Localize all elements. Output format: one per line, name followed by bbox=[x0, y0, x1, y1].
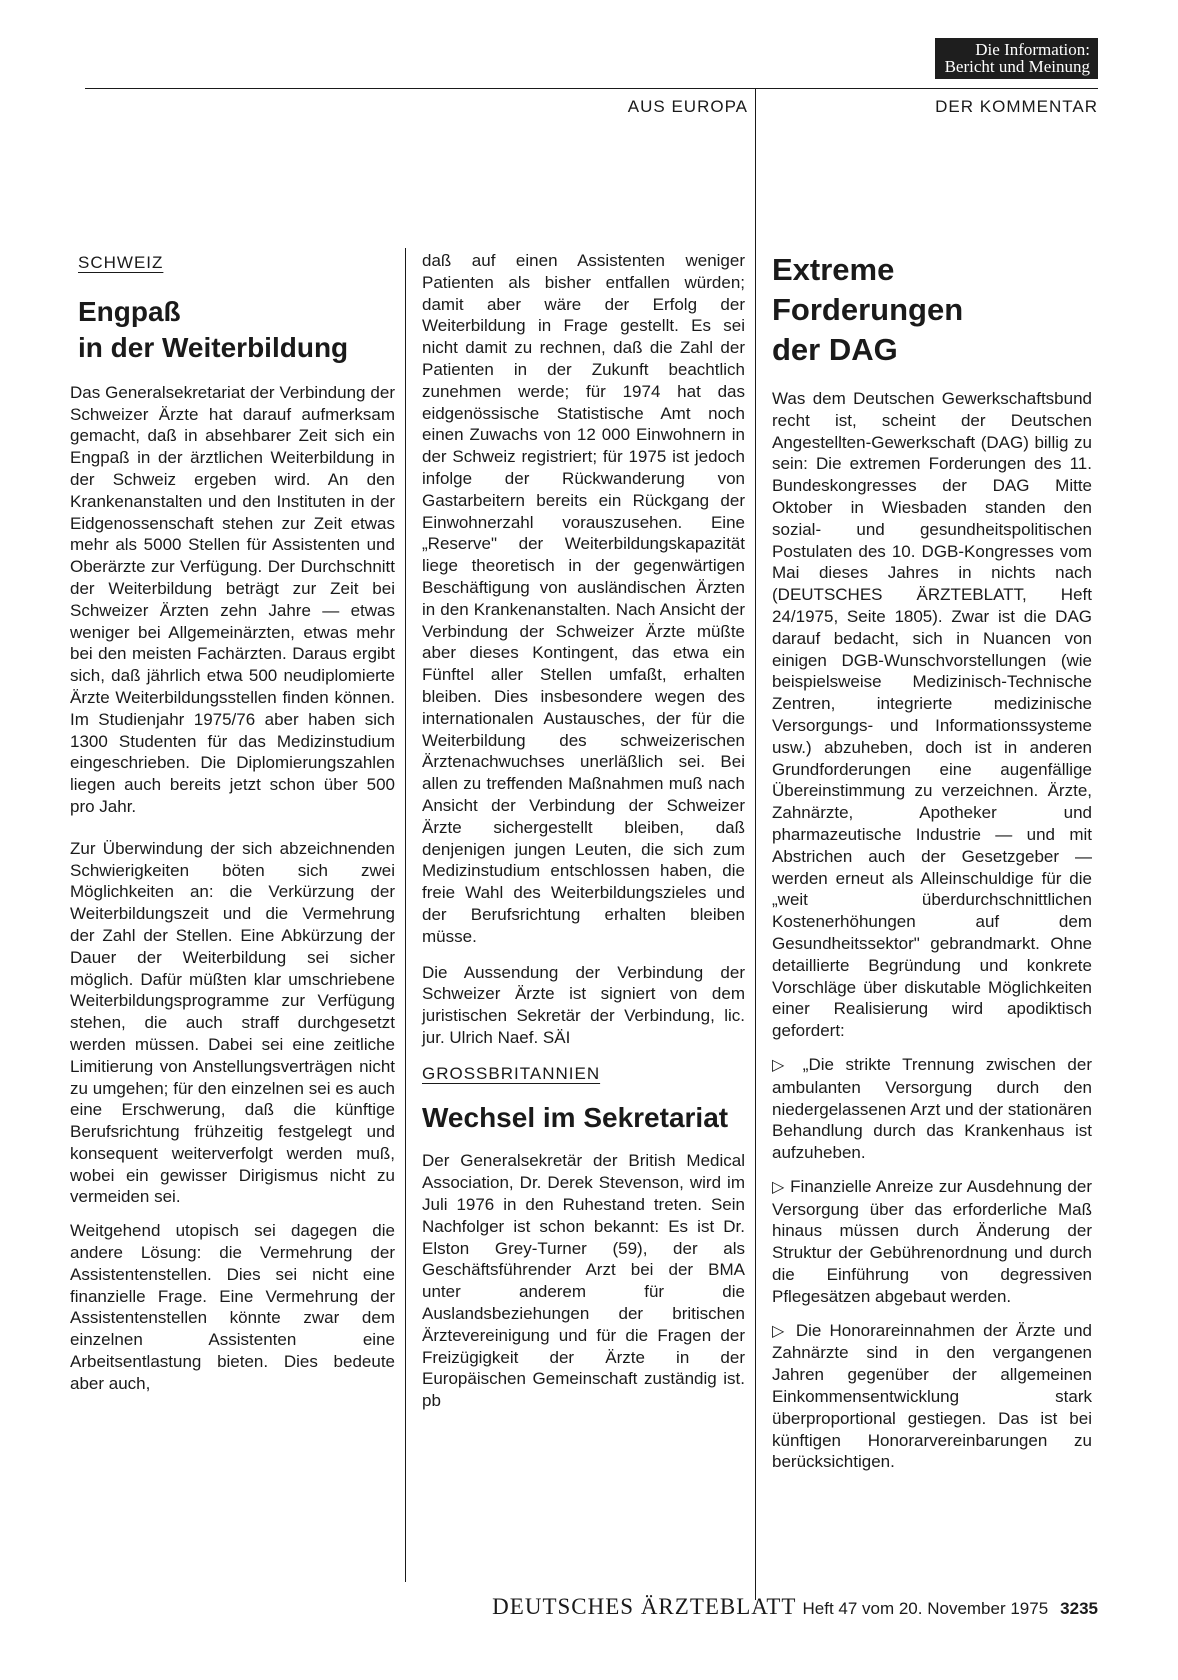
headline-line: Engpaß bbox=[78, 295, 181, 327]
body-paragraph: Der Generalsekretär der British Medical Association, Dr. Derek Stevenson, wird im Juli 1976 in den Ruhestand treten. Sein Nachfolger ist schon bekannt: Es ist Dr. Elston Grey-Turner (59), der als Geschäftsführender Arzt bei der BMA unter anderem für die Auslandsbeziehungen der britischen Ärztevereinigung und für die Fragen der Freizügigkeit der Ärzte in der Europäischen Gemeinschaft zuständig ist. pb bbox=[422, 1151, 745, 1411]
badge-line-2: Bericht und Meinung bbox=[944, 57, 1090, 76]
header-rule bbox=[85, 88, 1098, 89]
commentary-headline bbox=[772, 250, 1092, 370]
journal-name: DEUTSCHES ÄRZTEBLATT bbox=[492, 1594, 797, 1619]
article-kicker-schweiz: SCHWEIZ bbox=[78, 253, 164, 272]
column-middle bbox=[422, 250, 745, 1424]
article-headline-grossbritannien: Wechsel im Sekretariat bbox=[422, 1102, 729, 1134]
bullet-text: Die Honorareinnahmen der Ärzte und Zahnärzte sind in den vergangenen Jahren gegenüber der allgemeinen Einkommensentwicklung stark überproportional gestiegen. Das ist bei künftigen Honorarvereinbarungen zu berücksichtigen. bbox=[772, 1320, 1092, 1472]
body-paragraph: Was dem Deutschen Gewerkschaftsbund recht ist, scheint der Deutschen Angestellten-Gewerkschaft (DAG) billig zu sein: Die extremen Forderungen des 11. Bundeskongresses der DAG Mitte Oktober in Wiesbaden standen den sozial- und gesundheitspolitischen Postulaten des 10. DGB-Kongresses vom Mai dieses Jahres in nichts nach (DEUTSCHES ÄRZTEBLATT, Heft 24/1975, Seite 1805). Zwar ist die DAG darauf bedacht, sich in Nuancen von einigen DGB-Wunschvorstellungen (wie beispielsweise Medizinisch-Technische Zentren, integrierte medizinische Versorgungs- und Informationssysteme usw.) abzuheben, doch ist in anderen Grundforderungen eine augenfällige Übereinstimmung zu verzeichnen. Ärzte, Zahnärzte, Apotheker und pharmazeutische Industrie — und mit Abstrichen auch der Gesetzgeber — werden erneut als Alleinschuldige für die „weit überdurchschnittlichen Kostenerhöhungen auf dem Gesundheitssektor" gebrandmarkt. Ohne detaillierte Begründung und konkrete Vorschläge über diskutable Möglichkeiten einer Realisierung wird apodiktisch gefordert: bbox=[772, 389, 1092, 1041]
body-paragraph: Zur Überwindung der sich abzeichnenden Schwierigkeiten böten sich zwei Möglichkeiten an: die Verkürzung der Weiterbildungszeit und die Vermehrung der Zahl der Stellen. Eine Abkürzung der Dauer der Weiterbildung sei sicher möglich. Dafür müßten klar umschriebene Weiterbildungsprogramme zur Verfügung stehen, die auch straff durchgesetzt werden müssen. Dabei sei eine zeitliche Limitierung von Anstellungsverträgen nicht zu umgehen; für den einzelnen sei es auch eine Erschwerung, daß die künftige Berufsrichtung frühzeitig festgelegt und konsequent weiterverfolgt werden muß, wobei ein gewisser Dirigismus nicht zu vermeiden sei. bbox=[70, 838, 395, 1207]
department-badge bbox=[935, 38, 1098, 79]
article-kicker-grossbritannien: GROSSBRITANNIEN bbox=[422, 1063, 601, 1083]
bullet-paragraph bbox=[772, 1320, 1092, 1474]
body-paragraph: Die Aussendung der Verbindung der Schweizer Ärzte ist signiert von dem juristischen Sekretär der Verbindung, lic. jur. Ulrich Naef. SÄI bbox=[422, 962, 745, 1047]
column-right bbox=[772, 250, 1092, 1485]
headline-line: der DAG bbox=[772, 332, 898, 367]
bullet-paragraph bbox=[772, 1176, 1092, 1308]
page-number: 3235 bbox=[1060, 1599, 1098, 1618]
triangle-bullet-icon: ▷ bbox=[772, 1322, 788, 1340]
bullet-paragraph bbox=[772, 1054, 1092, 1164]
section-label-right: DER KOMMENTAR bbox=[935, 97, 1098, 116]
page-footer bbox=[492, 1594, 1098, 1620]
headline-line: Forderungen bbox=[772, 292, 964, 327]
column-left bbox=[70, 250, 395, 1407]
body-paragraph: daß auf einen Assistenten weniger Patienten als bisher entfallen würden; damit aber wäre der Erfolg der Weiterbildung in Frage gestellt. Es sei nicht damit zu rechnen, daß die Zahl der Patienten in der Zukunft beachtlich zunehmen werde; für 1974 hat das eidgenössische Statistische Amt noch einen Zuwachs von 12 000 Einwohnern in der Schweiz registriert; für 1975 ist jedoch infolge der Rückwanderung von Gastarbeitern bereits ein Rückgang der Einwohnerzahl vorauszusehen. Eine „Reserve" der Weiterbildungskapazität liege theoretisch in der gegenwärtigen Beschäftigung von ausländischen Ärzten in den Krankenanstalten. Nach Ansicht der Verbindung der Schweizer Ärzte müßte aber dieses Kontingent, das etwa ein Fünftel aller Stellen umfaßt, erhalten bleiben. Dies insbesondere wegen des internationalen Austausches, der für die Weiterbildung des schweizerischen Ärztenachwuchses unerläßlich sei. Bei allen zu treffenden Maßnahmen muß nach Ansicht der Verbindung der Schweizer Ärzte sichergestellt bleiben, daß denjenigen jungen Leuten, die sich zum Medizinstudium entschlossen haben, die freie Wahl des Weiterbildungszieles und der Berufsrichtung erhalten bleiben müsse. bbox=[422, 251, 745, 946]
badge-line-1: Die Information: bbox=[975, 40, 1090, 59]
article-headline-schweiz bbox=[78, 294, 395, 366]
column-divider-inner bbox=[405, 248, 406, 1582]
triangle-bullet-icon: ▷ bbox=[772, 1056, 792, 1074]
issue-info: Heft 47 vom 20. November 1975 bbox=[802, 1599, 1049, 1618]
section-label-left: AUS EUROPA bbox=[627, 97, 748, 116]
body-paragraph: Weitgehend utopisch sei dagegen die andere Lösung: die Vermehrung der Assistentenstellen. Dies sei nicht eine finanzielle Frage. Eine Vermehrung der Assistentenstellen könnte zwar dem einzelnen Assistenten eine Arbeitsentlastung bieten. Dies bedeute aber auch, bbox=[70, 1221, 395, 1393]
column-divider-main bbox=[755, 88, 756, 1600]
body-paragraph: Das Generalsekretariat der Verbindung der Schweizer Ärzte hat darauf aufmerksam gemacht, daß in absehbarer Zeit sich ein Engpaß in der ärztlichen Weiterbildung in der Schweiz ergeben wird. An den Krankenanstalten und den Instituten in der Eidgenossenschaft stehen zur Zeit etwas mehr als 5000 Stellen für Assistenten und Oberärzte zur Verfügung. Der Durchschnitt der Weiterbildung beträgt zur Zeit bei Schweizer Ärzten zehn Jahre — etwas weniger bei Allgemeinärzten, etwas mehr bei den meisten Fachärzten. Daraus ergibt sich, daß jährlich etwa 500 neudiplomierte Ärzte Weiterbildungsstellen finden können. Im Studienjahr 1975/76 aber haben sich 1300 Studenten für das Medizinstudium eingeschrieben. Die Diplomierungszahlen liegen auch bereits jetzt schon über 500 pro Jahr. bbox=[70, 382, 395, 816]
triangle-bullet-icon: ▷ bbox=[772, 1178, 785, 1196]
bullet-text: „Die strikte Trennung zwischen der ambulanten Versorgung durch den niedergelassenen Arzt und der stationären Behandlung durch das Krankenhaus ist aufzuheben. bbox=[772, 1054, 1092, 1163]
headline-line: Extreme bbox=[772, 252, 895, 287]
bullet-text: Finanzielle Anreize zur Ausdehnung der Versorgung über das erforderliche Maß hinaus müssen durch Änderung der Struktur der Gebührenordnung und durch die Einführung von degressiven Pflegesätzen abgebaut werden. bbox=[772, 1176, 1092, 1306]
headline-line: in der Weiterbildung bbox=[78, 331, 349, 363]
